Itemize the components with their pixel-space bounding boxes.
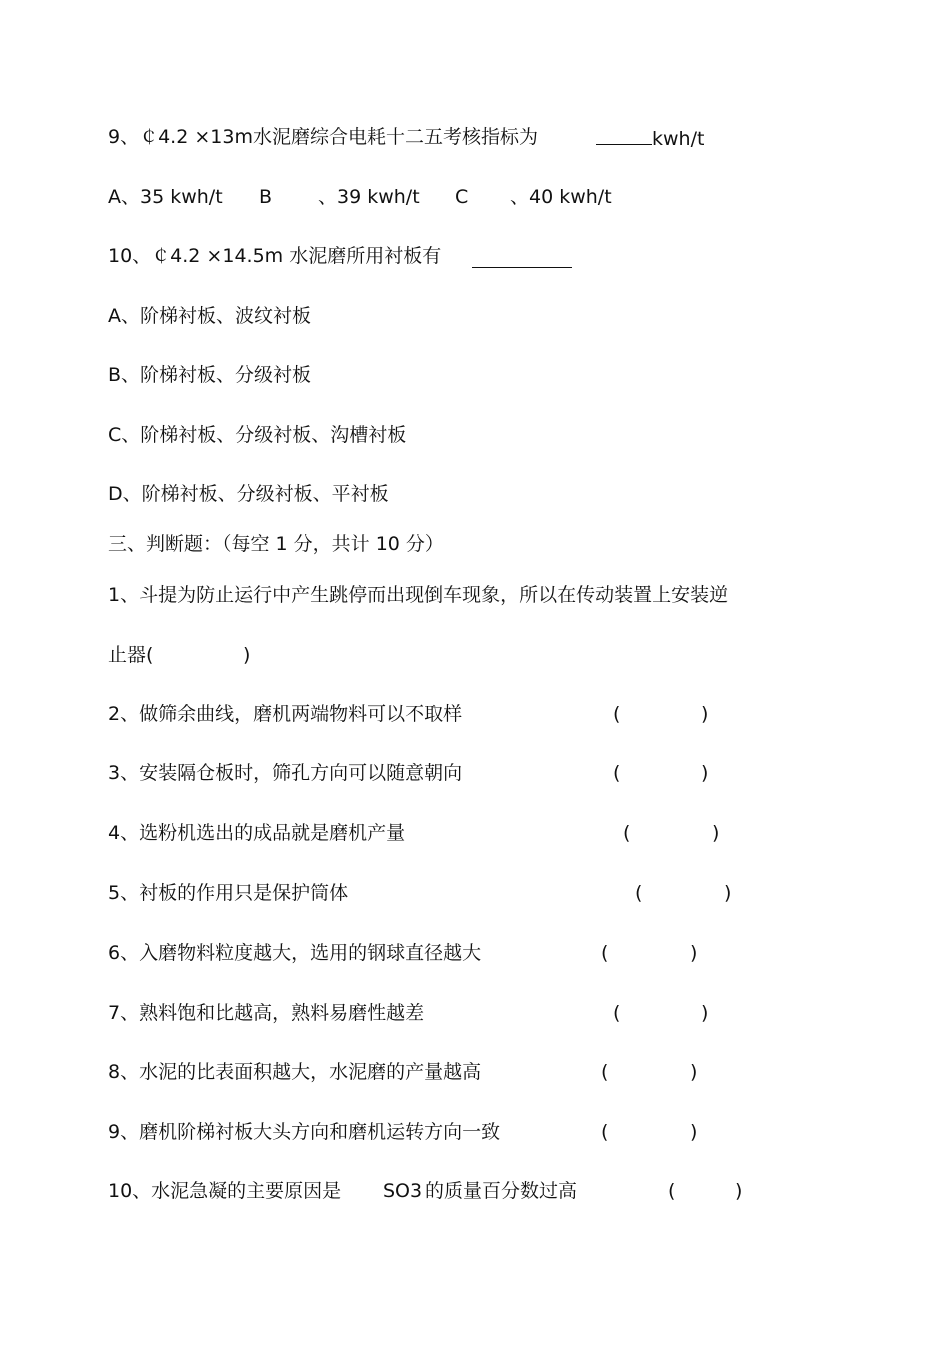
- q9-option-a: A、35 kwh/t: [108, 186, 223, 208]
- judgment-1: 1、斗提为防止运行中产生跳停而出现倒车现象，所以在传动装置上安装逆: [108, 584, 729, 606]
- judgment-4-open-paren: (: [623, 822, 631, 844]
- judgment-10-rest: 的质量百分数过高: [425, 1180, 578, 1202]
- judgment-7-open-paren: (: [613, 1002, 621, 1024]
- judgment-4: 4、选粉机选出的成品就是磨机产量: [108, 822, 406, 844]
- q9-unit: kwh/t: [652, 128, 705, 150]
- judgment-7-close-paren: ): [701, 1002, 709, 1024]
- judgment-10-text: 10、水泥急凝的主要原因是: [108, 1180, 342, 1202]
- judgment-6-open-paren: (: [601, 942, 609, 964]
- judgment-6-close-paren: ): [690, 942, 698, 964]
- judgment-5: 5、衬板的作用只是保护筒体: [108, 882, 349, 904]
- blank-line: [596, 124, 652, 145]
- judgment-5-open-paren: (: [635, 882, 643, 904]
- judgment-6: 6、入磨物料粒度越大，选用的钢球直径越大: [108, 942, 482, 964]
- judgment-4-close-paren: ): [712, 822, 720, 844]
- q10-option-d: D、阶梯衬板、分级衬板、平衬板: [108, 483, 389, 505]
- q10-option-b: B、阶梯衬板、分级衬板: [108, 364, 312, 386]
- judgment-8-open-paren: (: [601, 1061, 609, 1083]
- q10-answer-blank: [472, 247, 572, 268]
- q9-prefix: 9、￠4.2 ×13m水泥磨综合电耗十二五考核指标为: [108, 126, 538, 148]
- judgment-8-close-paren: ): [690, 1061, 698, 1083]
- judgment-10-close-paren: ): [735, 1180, 743, 1202]
- judgment-3-close-paren: ): [701, 762, 709, 784]
- judgment-2: 2、做筛余曲线，磨机两端物料可以不取样: [108, 703, 463, 725]
- q10-stem: [108, 243, 441, 269]
- q9-option-c-letter: C: [455, 186, 469, 208]
- section-heading: 三、判断题：（每空 1 分，共计 10 分）: [108, 533, 444, 555]
- judgment-9-close-paren: ): [690, 1121, 698, 1143]
- judgment-10-open-paren: (: [668, 1180, 676, 1202]
- q10-option-c: C、阶梯衬板、分级衬板、沟槽衬板: [108, 424, 407, 446]
- q9-option-b-value: 、39 kwh/t: [318, 186, 420, 208]
- judgment-10-so3: SO3: [383, 1180, 423, 1202]
- judgment-10: [108, 1178, 341, 1204]
- judgment-1-continued: 止器(: [108, 644, 154, 666]
- judgment-2-open-paren: (: [613, 703, 621, 725]
- judgment-9: 9、磨机阶梯衬板大头方向和磨机运转方向一致: [108, 1121, 501, 1143]
- judgment-8: 8、水泥的比表面积越大，水泥磨的产量越高: [108, 1061, 482, 1083]
- q10-prefix: 10、￠4.2 ×14.5m 水泥磨所用衬板有: [108, 245, 442, 267]
- q9-option-b-letter: B: [259, 186, 273, 208]
- judgment-7: 7、熟料饱和比越高，熟料易磨性越差: [108, 1002, 425, 1024]
- q9-answer-blank: [596, 124, 704, 152]
- q9-option-c-value: 、40 kwh/t: [510, 186, 612, 208]
- judgment-5-close-paren: ): [724, 882, 732, 904]
- judgment-2-close-paren: ): [701, 703, 709, 725]
- judgment-9-open-paren: (: [601, 1121, 609, 1143]
- q9-stem: [108, 124, 538, 150]
- judgment-1-close-paren: ): [243, 644, 251, 666]
- judgment-3-open-paren: (: [613, 762, 621, 784]
- q10-option-a: A、阶梯衬板、波纹衬板: [108, 305, 311, 327]
- judgment-3: 3、安装隔仓板时，筛孔方向可以随意朝向: [108, 762, 463, 784]
